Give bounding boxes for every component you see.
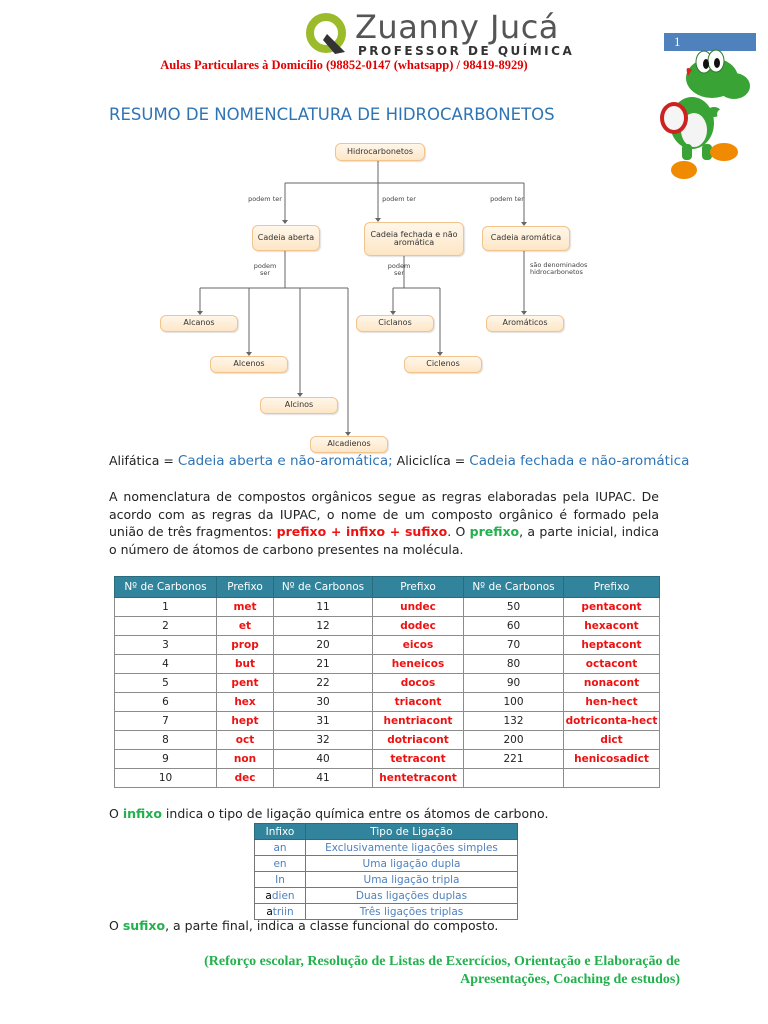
alicyclic-label: Aliciclíca = bbox=[396, 453, 466, 468]
prefix-cell: oct bbox=[217, 731, 274, 750]
header-bond-type: Tipo de Ligação bbox=[306, 824, 518, 840]
carbon-count-cell: 4 bbox=[115, 655, 217, 674]
prefix-cell: dotriacont bbox=[373, 731, 464, 750]
prefix-cell: heptacont bbox=[564, 636, 660, 655]
intro-paragraph bbox=[109, 488, 659, 558]
header-prefix-1: Prefixo bbox=[217, 577, 274, 598]
prefix-cell: prop bbox=[217, 636, 274, 655]
name-formula: prefixo + infixo + sufixo bbox=[276, 524, 448, 539]
prefix-cell bbox=[564, 769, 660, 788]
table-row bbox=[115, 750, 660, 769]
carbon-count-cell: 60 bbox=[464, 617, 564, 636]
bond-type-cell: Exclusivamente ligações simples bbox=[306, 840, 518, 856]
prefix-cell: hexacont bbox=[564, 617, 660, 636]
carbon-count-cell bbox=[464, 769, 564, 788]
carbon-count-cell: 5 bbox=[115, 674, 217, 693]
infix-rest: indica o tipo de ligação química entre os átomos de carbono. bbox=[165, 806, 549, 821]
table-row bbox=[115, 598, 660, 617]
infix-o: O bbox=[109, 806, 119, 821]
yoshi-mascot-icon bbox=[652, 48, 756, 188]
carbon-count-cell: 6 bbox=[115, 693, 217, 712]
prefix-cell: eicos bbox=[373, 636, 464, 655]
prefix-cell: undec bbox=[373, 598, 464, 617]
header-prefix-3: Prefixo bbox=[564, 577, 660, 598]
node-alkynes: Alcinos bbox=[260, 397, 338, 414]
brand-subtitle: PROFESSOR DE QUÍMICA bbox=[358, 44, 575, 58]
prefix-cell: hentriacont bbox=[373, 712, 464, 731]
footer-services bbox=[120, 953, 680, 989]
page-title: RESUMO DE NOMENCLATURA DE HIDROCARBONETOS bbox=[109, 105, 555, 124]
table-row bbox=[255, 872, 518, 888]
carbon-count-cell: 40 bbox=[274, 750, 373, 769]
header-infix: Infixo bbox=[255, 824, 306, 840]
carbon-count-cell: 11 bbox=[274, 598, 373, 617]
table-row bbox=[255, 856, 518, 872]
prefix-cell: but bbox=[217, 655, 274, 674]
prefix-cell: hentetracont bbox=[373, 769, 464, 788]
header-prefix-2: Prefixo bbox=[373, 577, 464, 598]
suffix-description bbox=[109, 918, 498, 933]
prefix-cell: pent bbox=[217, 674, 274, 693]
carbon-count-cell: 9 bbox=[115, 750, 217, 769]
prefix-cell: hept bbox=[217, 712, 274, 731]
edge-label-can-have-3: podem ter bbox=[490, 195, 524, 203]
infix-value: triin bbox=[272, 905, 294, 918]
table-row bbox=[115, 617, 660, 636]
edge-label-can-have-2: podem ter bbox=[382, 195, 416, 203]
prefix-cell: nonacont bbox=[564, 674, 660, 693]
carbon-count-cell: 12 bbox=[274, 617, 373, 636]
node-closed-non-aromatic: Cadeia fechada e não aromática bbox=[364, 222, 464, 256]
intro-text-1: A nomenclatura de compostos orgânicos segue as regras elaboradas pela IUPAC. De acordo com as regras da IUPAC, o nome de um composto orgânico é formado pela união de três fragmentos: bbox=[109, 489, 659, 539]
infix-table-header-row bbox=[255, 824, 518, 840]
prefix-cell: docos bbox=[373, 674, 464, 693]
prefix-cell: hex bbox=[217, 693, 274, 712]
prefix-cell: pentacont bbox=[564, 598, 660, 617]
prefix-cell: et bbox=[217, 617, 274, 636]
node-cyclanes: Ciclanos bbox=[356, 315, 434, 332]
infix-word: infixo bbox=[122, 806, 162, 821]
carbon-count-cell: 70 bbox=[464, 636, 564, 655]
carbon-count-cell: 200 bbox=[464, 731, 564, 750]
prefix-word: prefixo bbox=[469, 524, 520, 539]
page-number: 1 bbox=[664, 33, 756, 51]
carbon-count-cell: 50 bbox=[464, 598, 564, 617]
table-row bbox=[115, 655, 660, 674]
bond-type-cell: Uma ligação dupla bbox=[306, 856, 518, 872]
carbon-count-cell: 21 bbox=[274, 655, 373, 674]
contact-line: Aulas Particulares à Domicílio (98852-0147 (whatsapp) / 98419-8929) bbox=[160, 58, 528, 72]
brand-name: Zuanny Jucá bbox=[355, 8, 559, 46]
suffix-o: O bbox=[109, 918, 119, 933]
infix-description bbox=[109, 806, 548, 821]
carbon-count-cell: 3 bbox=[115, 636, 217, 655]
prefix-cell: octacont bbox=[564, 655, 660, 674]
infix-a-prefix: a bbox=[265, 889, 272, 902]
carbon-count-cell: 32 bbox=[274, 731, 373, 750]
edge-label-can-be-1: podem ser bbox=[253, 262, 277, 277]
node-open-chain: Cadeia aberta bbox=[252, 225, 320, 251]
infix-value: dien bbox=[271, 889, 295, 902]
prefix-cell: dotriconta-hect bbox=[564, 712, 660, 731]
header-carbons-1: Nº de Carbonos bbox=[115, 577, 217, 598]
carbon-count-cell: 31 bbox=[274, 712, 373, 731]
infix-cell bbox=[255, 840, 306, 856]
aliphatic-label: Alifática = bbox=[109, 453, 174, 468]
table-row bbox=[115, 674, 660, 693]
prefix-table-header-row bbox=[115, 577, 660, 598]
node-aromatic-chain: Cadeia aromática bbox=[482, 226, 570, 251]
table-row bbox=[115, 731, 660, 750]
prefix-cell: dodec bbox=[373, 617, 464, 636]
infix-a-prefix: a bbox=[266, 905, 273, 918]
bond-type-cell: Uma ligação tripla bbox=[306, 872, 518, 888]
node-alkenes: Alcenos bbox=[210, 356, 288, 373]
edge-label-are-called: são denominados hidrocarbonetos bbox=[530, 261, 588, 276]
diagram-connectors bbox=[150, 138, 630, 456]
hydrocarbon-classification-diagram bbox=[150, 138, 630, 456]
footer-line-1: (Reforço escolar, Resolução de Listas de Exercícios, Orientação e Elaboração de bbox=[204, 954, 680, 969]
node-alkadienes: Alcadienos bbox=[310, 436, 388, 453]
table-row bbox=[115, 693, 660, 712]
carbon-count-cell: 2 bbox=[115, 617, 217, 636]
prefix-cell: hen-hect bbox=[564, 693, 660, 712]
prefix-cell: non bbox=[217, 750, 274, 769]
infix-table bbox=[254, 823, 518, 920]
carbon-count-cell: 90 bbox=[464, 674, 564, 693]
edge-label-can-have-1: podem ter bbox=[248, 195, 282, 203]
prefix-cell: dict bbox=[564, 731, 660, 750]
carbon-count-cell: 30 bbox=[274, 693, 373, 712]
carbon-count-cell: 22 bbox=[274, 674, 373, 693]
bond-type-cell: Duas ligações duplas bbox=[306, 888, 518, 904]
header-carbons-3: Nº de Carbonos bbox=[464, 577, 564, 598]
carbon-count-cell: 7 bbox=[115, 712, 217, 731]
carbon-count-cell: 132 bbox=[464, 712, 564, 731]
carbon-count-cell: 100 bbox=[464, 693, 564, 712]
alicyclic-definition: Cadeia fechada e não-aromática bbox=[469, 453, 690, 469]
infix-value: In bbox=[275, 873, 285, 886]
prefix-cell: heneicos bbox=[373, 655, 464, 674]
prefix-cell: dec bbox=[217, 769, 274, 788]
infix-value: en bbox=[273, 857, 287, 870]
carbon-count-cell: 8 bbox=[115, 731, 217, 750]
infix-cell bbox=[255, 872, 306, 888]
node-aromatics: Aromáticos bbox=[486, 315, 564, 332]
infix-value: an bbox=[273, 841, 287, 854]
prefix-cell: tetracont bbox=[373, 750, 464, 769]
logo-q-icon bbox=[305, 12, 349, 56]
infix-cell bbox=[255, 856, 306, 872]
carbon-count-cell: 221 bbox=[464, 750, 564, 769]
node-hydrocarbons: Hidrocarbonetos bbox=[335, 143, 425, 161]
node-cyclenes: Ciclenos bbox=[404, 356, 482, 373]
bond-type-cell: Três ligações triplas bbox=[306, 904, 518, 920]
aliphatic-definition: Cadeia aberta e não-aromática; bbox=[177, 453, 393, 469]
suffix-rest: , a parte final, indica a classe funcional do composto. bbox=[165, 918, 499, 933]
carbon-count-cell: 1 bbox=[115, 598, 217, 617]
table-row bbox=[115, 636, 660, 655]
table-row bbox=[255, 888, 518, 904]
prefix-cell: met bbox=[217, 598, 274, 617]
intro-text-3: , a parte inicial, indica o número de átomos de carbono presentes na molécula. bbox=[109, 524, 659, 557]
table-row bbox=[115, 769, 660, 788]
aliphatic-definition-line bbox=[109, 453, 689, 469]
prefix-cell: henicosadict bbox=[564, 750, 660, 769]
prefix-cell: triacont bbox=[373, 693, 464, 712]
intro-text-2: . O bbox=[447, 524, 466, 539]
suffix-word: sufixo bbox=[122, 918, 166, 933]
infix-cell bbox=[255, 888, 306, 904]
carbon-count-cell: 41 bbox=[274, 769, 373, 788]
header-carbons-2: Nº de Carbonos bbox=[274, 577, 373, 598]
carbon-count-cell: 80 bbox=[464, 655, 564, 674]
edge-label-can-be-2: podem ser bbox=[387, 262, 411, 277]
node-alkanes: Alcanos bbox=[160, 315, 238, 332]
table-row bbox=[115, 712, 660, 731]
carbon-count-cell: 10 bbox=[115, 769, 217, 788]
footer-line-2: Apresentações, Coaching de estudos) bbox=[460, 972, 680, 987]
table-row bbox=[255, 840, 518, 856]
prefix-table bbox=[114, 576, 660, 788]
carbon-count-cell: 20 bbox=[274, 636, 373, 655]
